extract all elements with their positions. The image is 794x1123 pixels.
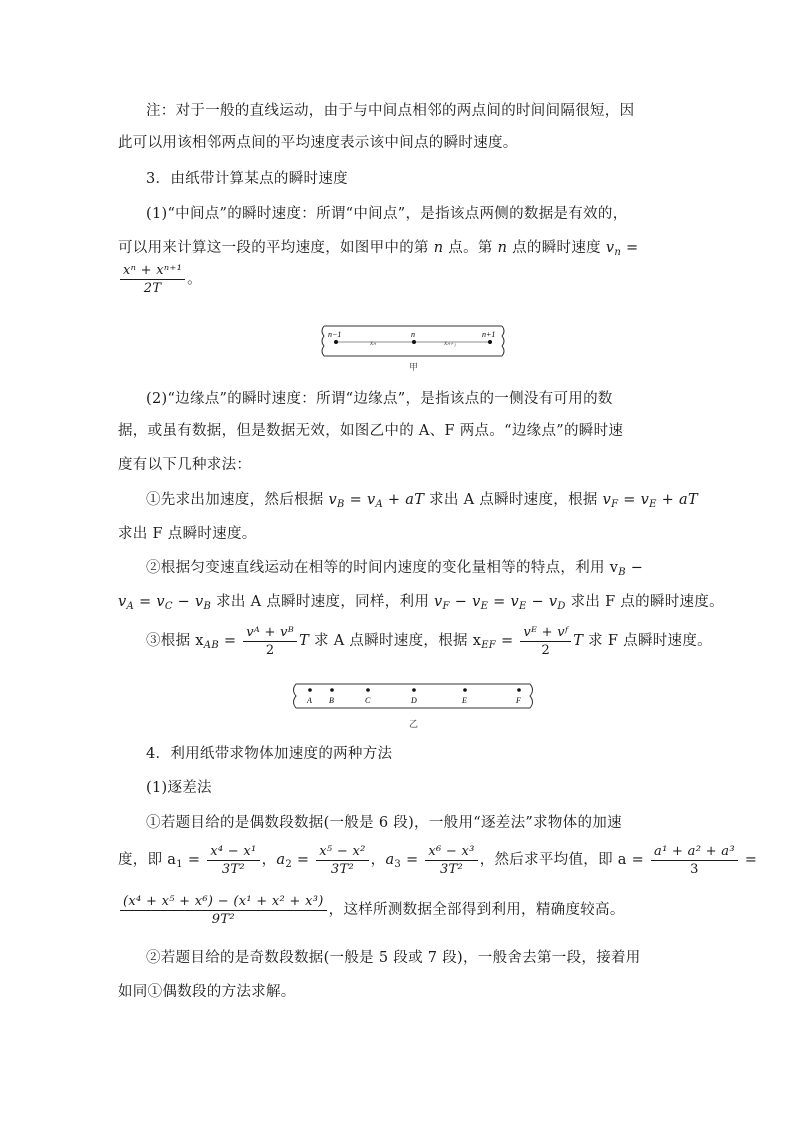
caption-yi: 乙 <box>409 720 419 730</box>
tape-figure-yi <box>288 680 538 740</box>
m3-fraction-1 <box>243 624 297 659</box>
label-B: B <box>329 696 334 705</box>
diff-big-numerator: (x⁴ + x⁵ + x⁶) − (x¹ + x² + x³) <box>120 893 327 911</box>
label-F: F <box>516 696 521 705</box>
m2-text-a: 求出 A 点瞬时速度，同样，利用 <box>216 594 435 610</box>
method-3-line: ③根据 $x_{AB}$ = $\frac{\text{vᴬ + vᴮ}}{2}$ T 求 A 点瞬时速度，根据 $x_{EF}$ = $\frac{\text{vᴱ + vᶠ}}{2}$ T 求 F 点瞬时速度。 <box>146 624 712 658</box>
label-E: E <box>462 696 467 705</box>
label-n-minus-1: n−1 <box>328 330 342 339</box>
diff-average-numerator: a¹ + a² + a³ <box>651 843 738 861</box>
label-D: D <box>411 696 417 705</box>
method-2-line-1: ②根据匀变速直线运动在相等的时间内速度的变化量相等的特点，利用 $v_B$ − <box>146 560 644 578</box>
odd-method-line-1: ②若题目给的是奇数段数据(一般是 5 段或 7 段)，一般舍去第一段，接着用 <box>146 950 641 966</box>
diff-fraction-3-denominator: 3T² <box>439 861 464 877</box>
edge-point-line-3: 度有以下几种求法： <box>118 457 252 473</box>
point-F <box>517 688 521 692</box>
diff-big-fraction <box>120 893 327 928</box>
mid-point-line-1: (1)“中间点”的瞬时速度：所谓“中间点”，是指该点两侧的数据是有效的， <box>146 206 628 222</box>
tape-yi-right-edge <box>530 684 533 708</box>
diff-method-line-1: ①若题目给的是偶数段数据(一般是 6 段)，一般用“逐差法”求物体的加速 <box>146 815 622 831</box>
point-A <box>308 688 312 692</box>
label-A: A <box>307 696 312 705</box>
m3-text-a: ③根据 x <box>146 633 204 649</box>
m3-fraction-2-numerator: vᴱ + vᶠ <box>520 624 571 642</box>
caption-jia: 甲 <box>409 363 419 373</box>
m3-text-c: 求 F 点瞬时速度。 <box>583 633 712 649</box>
mid-text-b: 点。第 <box>443 240 498 256</box>
m3-text-b: 求 A 点瞬时速度，根据 x <box>309 633 482 649</box>
mid-fraction-numerator: xⁿ + xⁿ⁺¹ <box>120 262 185 280</box>
mid-text-a: 可以用来计算这一段的平均速度，如图甲中的第 <box>118 240 434 256</box>
point-n <box>412 340 416 344</box>
tape-left-edge <box>322 326 324 356</box>
note-line-1: 注：对于一般的直线运动，由于与中间点相邻的两点间的时间间隔很短，因 <box>146 103 635 119</box>
label-C: C <box>365 696 371 705</box>
label-x-n-plus-1: xₙ₊₁ <box>444 339 457 347</box>
point-B <box>330 688 334 692</box>
m1-text-b: 求出 A 点瞬时速度，根据 <box>424 492 603 508</box>
diff-fraction-1-denominator: 3T² <box>221 861 245 877</box>
section-4-title: 4．利用纸带求物体加速度的两种方法 <box>146 746 393 762</box>
diff-method-line-3 <box>118 888 678 932</box>
label-n-plus-1: n+1 <box>482 330 496 339</box>
diff-fraction-1 <box>207 843 259 878</box>
mid-fraction-denominator: 2T <box>143 281 162 296</box>
method-1-line-1: ①先求出加速度，然后根据 $v_B = v_A$ + aT 求出 A 点瞬时速度，根据 $v_F = v_E$ + aT <box>146 492 698 510</box>
m1-text-a: ①先求出加速度，然后根据 <box>146 492 329 508</box>
m2-text-1: ②根据匀变速直线运动在相等的时间内速度的变化量相等的特点，利用 v <box>146 560 619 576</box>
diff-average-denominator: 3 <box>690 861 699 877</box>
diff-fraction-2 <box>316 843 368 878</box>
note-line-2: 此可以用该相邻两点间的平均速度表示该中间点的瞬时速度。 <box>118 135 518 151</box>
m3-fraction-1-numerator: vᴬ + vᴮ <box>243 624 297 642</box>
diff-text-c: ，这样所测数据全部得到利用，精确度较高。 <box>328 902 625 918</box>
mid-fraction <box>120 262 185 297</box>
diff-fraction-3-numerator: x⁶ − x³ <box>425 843 477 861</box>
diff-method-line-2: 度，即 $a_1$ = $\frac{\text{x⁴ − x¹}}{\text{3T²}}$ ，$a_2$ = $\frac{\text{x⁵ − x²}}{\text{3T²}}$ ，$a_3$ = $\frac{\text{x⁶ − x³}}{\text{3T²}}$ ，然后求平均值，即 a = $\frac{\text{a¹ + a² + a³}}{3}$ = <box>118 843 758 877</box>
m3-fraction-1-denominator: 2 <box>265 642 275 658</box>
mid-point-line-2: 可以用来计算这一段的平均速度，如图甲中的第 n 点。第 n 点的瞬时速度 $v_n$ = <box>118 240 639 258</box>
section-3-title: 3．由纸带计算某点的瞬时速度 <box>146 171 348 187</box>
diff-text-b: ，然后求平均值，即 a = <box>479 852 645 868</box>
diff-fraction-1-numerator: x⁴ − x¹ <box>207 843 259 861</box>
diff-big-denominator: 9T² <box>211 911 235 927</box>
diff-fraction-3 <box>425 843 477 878</box>
label-n: n <box>411 330 415 339</box>
edge-point-line-1: (2)“边缘点”的瞬时速度：所谓“边缘点”，是指该点的一侧没有可用的数 <box>146 391 613 407</box>
mid-text-c: 点的瞬时速度 <box>507 240 606 256</box>
point-n-minus-1 <box>334 340 338 344</box>
method-2-line-2: $v_A = v_C - v_B$ 求出 A 点瞬时速度，同样，利用 $v_F - v_E = v_E - v_D$ 求出 F 点的瞬时速度。 <box>118 594 724 612</box>
diff-average-fraction <box>651 843 738 878</box>
subsection-1-title: (1)逐差法 <box>146 780 212 796</box>
point-n-plus-1 <box>488 340 492 344</box>
tape-figure-jia <box>318 322 508 374</box>
tape-right-edge <box>502 326 504 356</box>
mid-text-d: = <box>621 240 639 256</box>
mid-period: 。 <box>187 271 202 288</box>
diff-text-a: 度，即 a <box>118 852 177 868</box>
m2-text-b: 求出 F 点的瞬时速度。 <box>565 594 724 610</box>
odd-method-line-2: 如同①偶数段的方法求解。 <box>118 984 296 1000</box>
label-x-n: xₙ <box>370 339 376 347</box>
method-1-line-2: 求出 F 点瞬时速度。 <box>118 526 257 542</box>
edge-point-line-2: 据，或虽有数据，但是数据无效，如图乙中的 A、F 两点。“边缘点”的瞬时速 <box>118 423 624 439</box>
diff-fraction-2-numerator: x⁵ − x² <box>316 843 368 861</box>
mid-point-formula <box>118 262 678 297</box>
m3-fraction-2 <box>520 624 571 659</box>
point-C <box>366 688 370 692</box>
m3-fraction-2-denominator: 2 <box>541 642 551 658</box>
point-D <box>412 688 416 692</box>
point-E <box>463 688 467 692</box>
diff-fraction-2-denominator: 3T² <box>330 861 354 877</box>
tape-yi-left-edge <box>294 684 297 708</box>
